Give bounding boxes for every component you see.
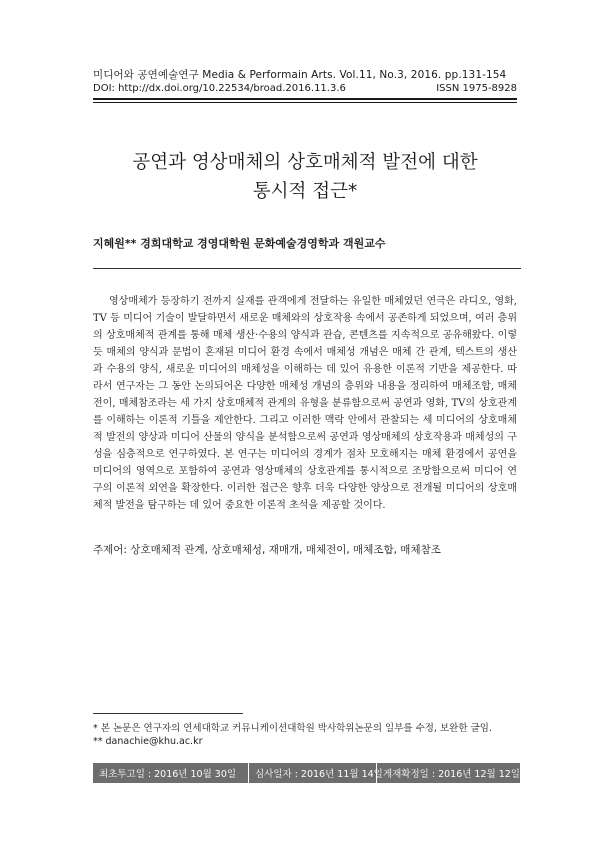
keywords: 주제어: 상호매체적 관계, 상호매체성, 재매개, 매체전이, 매체조합, 매체참조 <box>93 544 441 556</box>
accepted-date: 게재확정일 : 2016년 12월 12일 <box>382 769 520 780</box>
date-separator <box>376 763 377 783</box>
footnote-1: * 본 논문은 연구자의 연세대학교 커뮤니케이션대학원 박사학위논문의 일부를 수정, 보완한 글임. <box>93 723 492 734</box>
review-date: 심사일자 : 2016년 11월 14일 <box>254 769 383 780</box>
footnote-divider <box>93 713 243 714</box>
paper-title <box>93 148 517 206</box>
author-divider <box>93 268 521 269</box>
journal-citation: 미디어와 공연예술연구 Media & Performain Arts. Vol.11, No.3, 2016. pp.131-154 <box>93 69 507 81</box>
footnote-2: ** danachie@khu.ac.kr <box>93 736 203 747</box>
header-rule-thick <box>93 98 517 100</box>
submission-dates-bar <box>93 763 520 783</box>
issn-label: ISSN 1975-8928 <box>436 83 517 94</box>
header-rule-thin <box>93 102 517 103</box>
doi-link[interactable]: DOI: http://dx.doi.org/10.22534/broad.2016.11.3.6 <box>93 83 346 94</box>
date-separator <box>248 763 249 783</box>
doi-row <box>93 83 517 94</box>
author-affiliation: 지혜원** 경희대학교 경영대학원 문화예술경영학과 객원교수 <box>93 237 386 250</box>
abstract-text: 영상매체가 등장하기 전까지 실재를 관객에게 전달하는 유일한 매체였던 연극은 라디오, 영화, TV 등 미디어 기술이 발달하면서 새로운 매체와의 상호작용 속에서 공존하게 되었으며, 여러 층위의 상호매체적 관계를 통해 매체 생산·수용의 양식과 관습, 콘텐츠를 지속적으로 공유해왔다. 이렇듯 매체의 양식과 문법이 혼재된 미디어 환경 속에서 매체성 개념은 매체 간 관계, 텍스트의 생산과 수용의 양식, 새로운 미디어의 매체성을 이해하는 데 있어 유용한 이론적 기반을 제공한다. 따라서 연구자는 그 동안 논의되어온 다양한 매체성 개념의 층위와 내용을 정리하여 매체조합, 매체전이, 매체참조라는 세 가지 상호매체적 관계의 유형을 분류함으로써 공연과 영화, TV의 상호관계를 이해하는 이론적 기틀을 제안한다. 그리고 이러한 맥락 안에서 관찰되는 세 미디어의 상호매체적 발전의 양상과 미디어 산물의 양식을 분석함으로써 공연과 영상매체의 상호작용과 매체성의 구성을 심층적으로 연구하였다. 본 연구는 미디어의 경계가 점차 모호해지는 매체 환경에서 공연을 미디어의 영역으로 포함하여 공연과 영상매체의 상호관계를 통시적으로 조망함으로써 미디어 연구의 이론적 외연을 확장한다. 이러한 접근은 향후 더욱 다양한 양상으로 전개될 미디어의 상호매체적 발전을 탐구하는 데 있어 중요한 이론적 초석을 제공할 것이다. <box>93 296 517 511</box>
received-date: 최초투고일 : 2016년 10월 30일 <box>99 769 237 780</box>
title-line-2: 통시적 접근* <box>252 181 358 202</box>
title-line-1: 공연과 영상매체의 상호매체적 발전에 대한 <box>132 152 478 173</box>
